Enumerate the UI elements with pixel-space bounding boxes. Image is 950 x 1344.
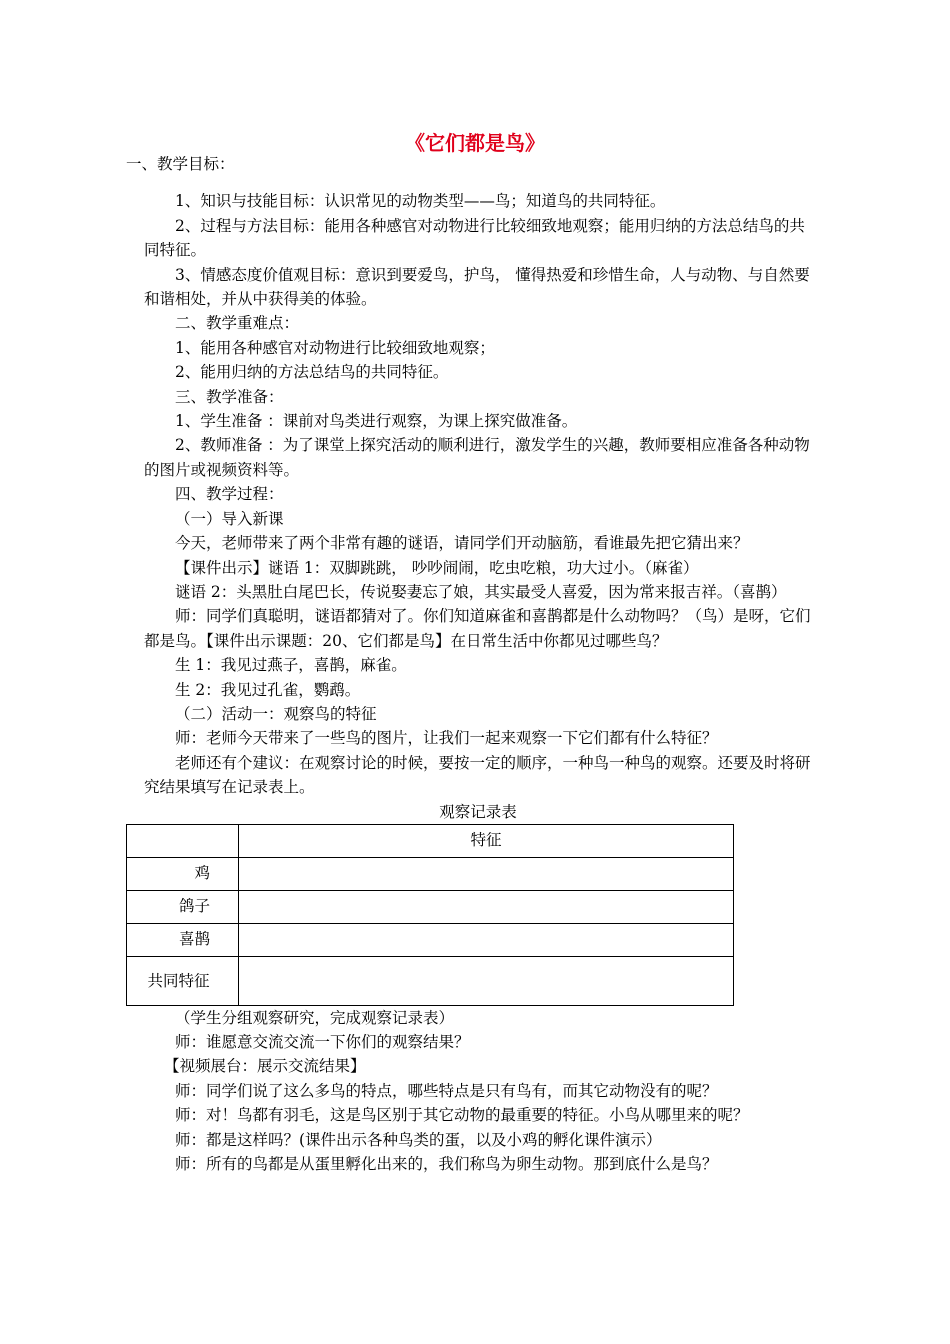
row-label: 喜鹊 [127,923,239,956]
paragraph: 师：同学们真聪明，谜语都猜对了。你们知道麻雀和喜鹊都是什么动物吗？（鸟）是呀，它们都是鸟。【课件出示课题：20、它们都是鸟】在日常生活中你都见过哪些鸟？ [144,607,811,650]
paragraph: 【课件出示】谜语 1：双脚跳跳， 吵吵闹闹，吃虫吃粮，功大过小。（麻雀） [175,558,699,577]
paragraph: 师：都是这样吗？(课件出示各种鸟类的蛋，以及小鸡的孵化课件演示） [175,1130,662,1149]
table-header-row [127,824,734,857]
paragraph: 师：同学们说了这么多鸟的特点，哪些特点是只有鸟有，而其它动物没有的呢？ [175,1081,718,1100]
subsection-heading: （一）导入新课 [175,509,284,528]
paragraph: 师：老师今天带来了一些鸟的图片，让我们一起来观察一下它们都有什么特征？ [175,729,718,748]
paragraph: 师：谁愿意交流交流一下你们的观察结果？ [175,1032,470,1051]
section-heading: 四、教学过程： [175,485,284,504]
paragraph: （学生分组观察研究，完成观察记录表） [175,1008,455,1027]
table-row [127,956,734,1005]
paragraph: 师：所有的鸟都是从蛋里孵化出来的，我们称鸟为卵生动物。那到底什么是鸟？ [175,1155,718,1173]
observation-table [126,824,734,1006]
paragraph: 【视频展台：展示交流结果】 [164,1057,366,1076]
section-heading: 三、教学准备： [175,387,284,406]
paragraph: 2、能用归纳的方法总结鸟的共同特征。 [175,363,449,382]
table-cell [239,857,734,890]
table-header-feature: 特征 [239,824,734,857]
table-cell [239,890,734,923]
paragraph: 2、教师准备 ：为了课堂上探究活动的顺利进行，激发学生的兴趣，教师要相应准备各种动物的图片或视频资料等。 [144,436,810,479]
document-body [126,152,812,1176]
table-corner-cell [127,824,239,857]
table-caption: 观察记录表 [439,802,517,821]
paragraph: 师：对！鸟都有羽毛，这是鸟区别于其它动物的最重要的特征。小鸟从哪里来的呢？ [175,1106,749,1125]
table-cell [239,956,734,1005]
paragraph: 今天，老师带来了两个非常有趣的谜语，请同学们开动脑筋，看谁最先把它猜出来？ [175,534,749,553]
paragraph: 老师还有个建议：在观察讨论的时候，要按一定的顺序，一种鸟一种鸟的观察。还要及时将研究结果填写在记录表上。 [144,753,811,797]
paragraph: 1、知识与技能目标：认识常见的动物类型——鸟；知道鸟的共同特征。 [175,192,666,211]
row-label: 鸽子 [127,890,239,923]
paragraph: 生 1：我见过燕子，喜鹊，麻雀。 [175,656,407,675]
document-title: 《它们都是鸟》 [405,131,545,155]
paragraph: 谜语 2：头黑肚白尾巴长，传说娶妻忘了娘，其实最受人喜爱，因为常来报吉祥。（喜鹊） [175,582,787,601]
paragraph: 1、能用各种感官对动物进行比较细致地观察； [175,338,495,357]
paragraph: 2、过程与方法目标：能用各种感官对动物进行比较细致地观察；能用归纳的方法总结鸟的共同特征。 [144,216,805,260]
row-label: 鸡 [127,857,239,890]
paragraph: 3、情感态度价值观目标：意识到要爱鸟，护鸟， 懂得热爱和珍惜生命，人与动物、与自然要和谐相处，并从中获得美的体验。 [144,265,810,309]
section-heading: 二、教学重难点： [175,314,300,333]
section-heading: 一、教学目标： [126,155,235,173]
table-row [127,890,734,923]
paragraph: 1、学生准备 ：课前对鸟类进行观察，为课上探究做准备。 [175,412,578,431]
row-label: 共同特征 [127,956,239,1005]
subsection-heading: （二）活动一：观察鸟的特征 [175,704,377,723]
table-row [127,857,734,890]
table-row [127,923,734,956]
paragraph: 生 2：我见过孔雀，鹦鹉。 [175,680,361,699]
table-cell [239,923,734,956]
